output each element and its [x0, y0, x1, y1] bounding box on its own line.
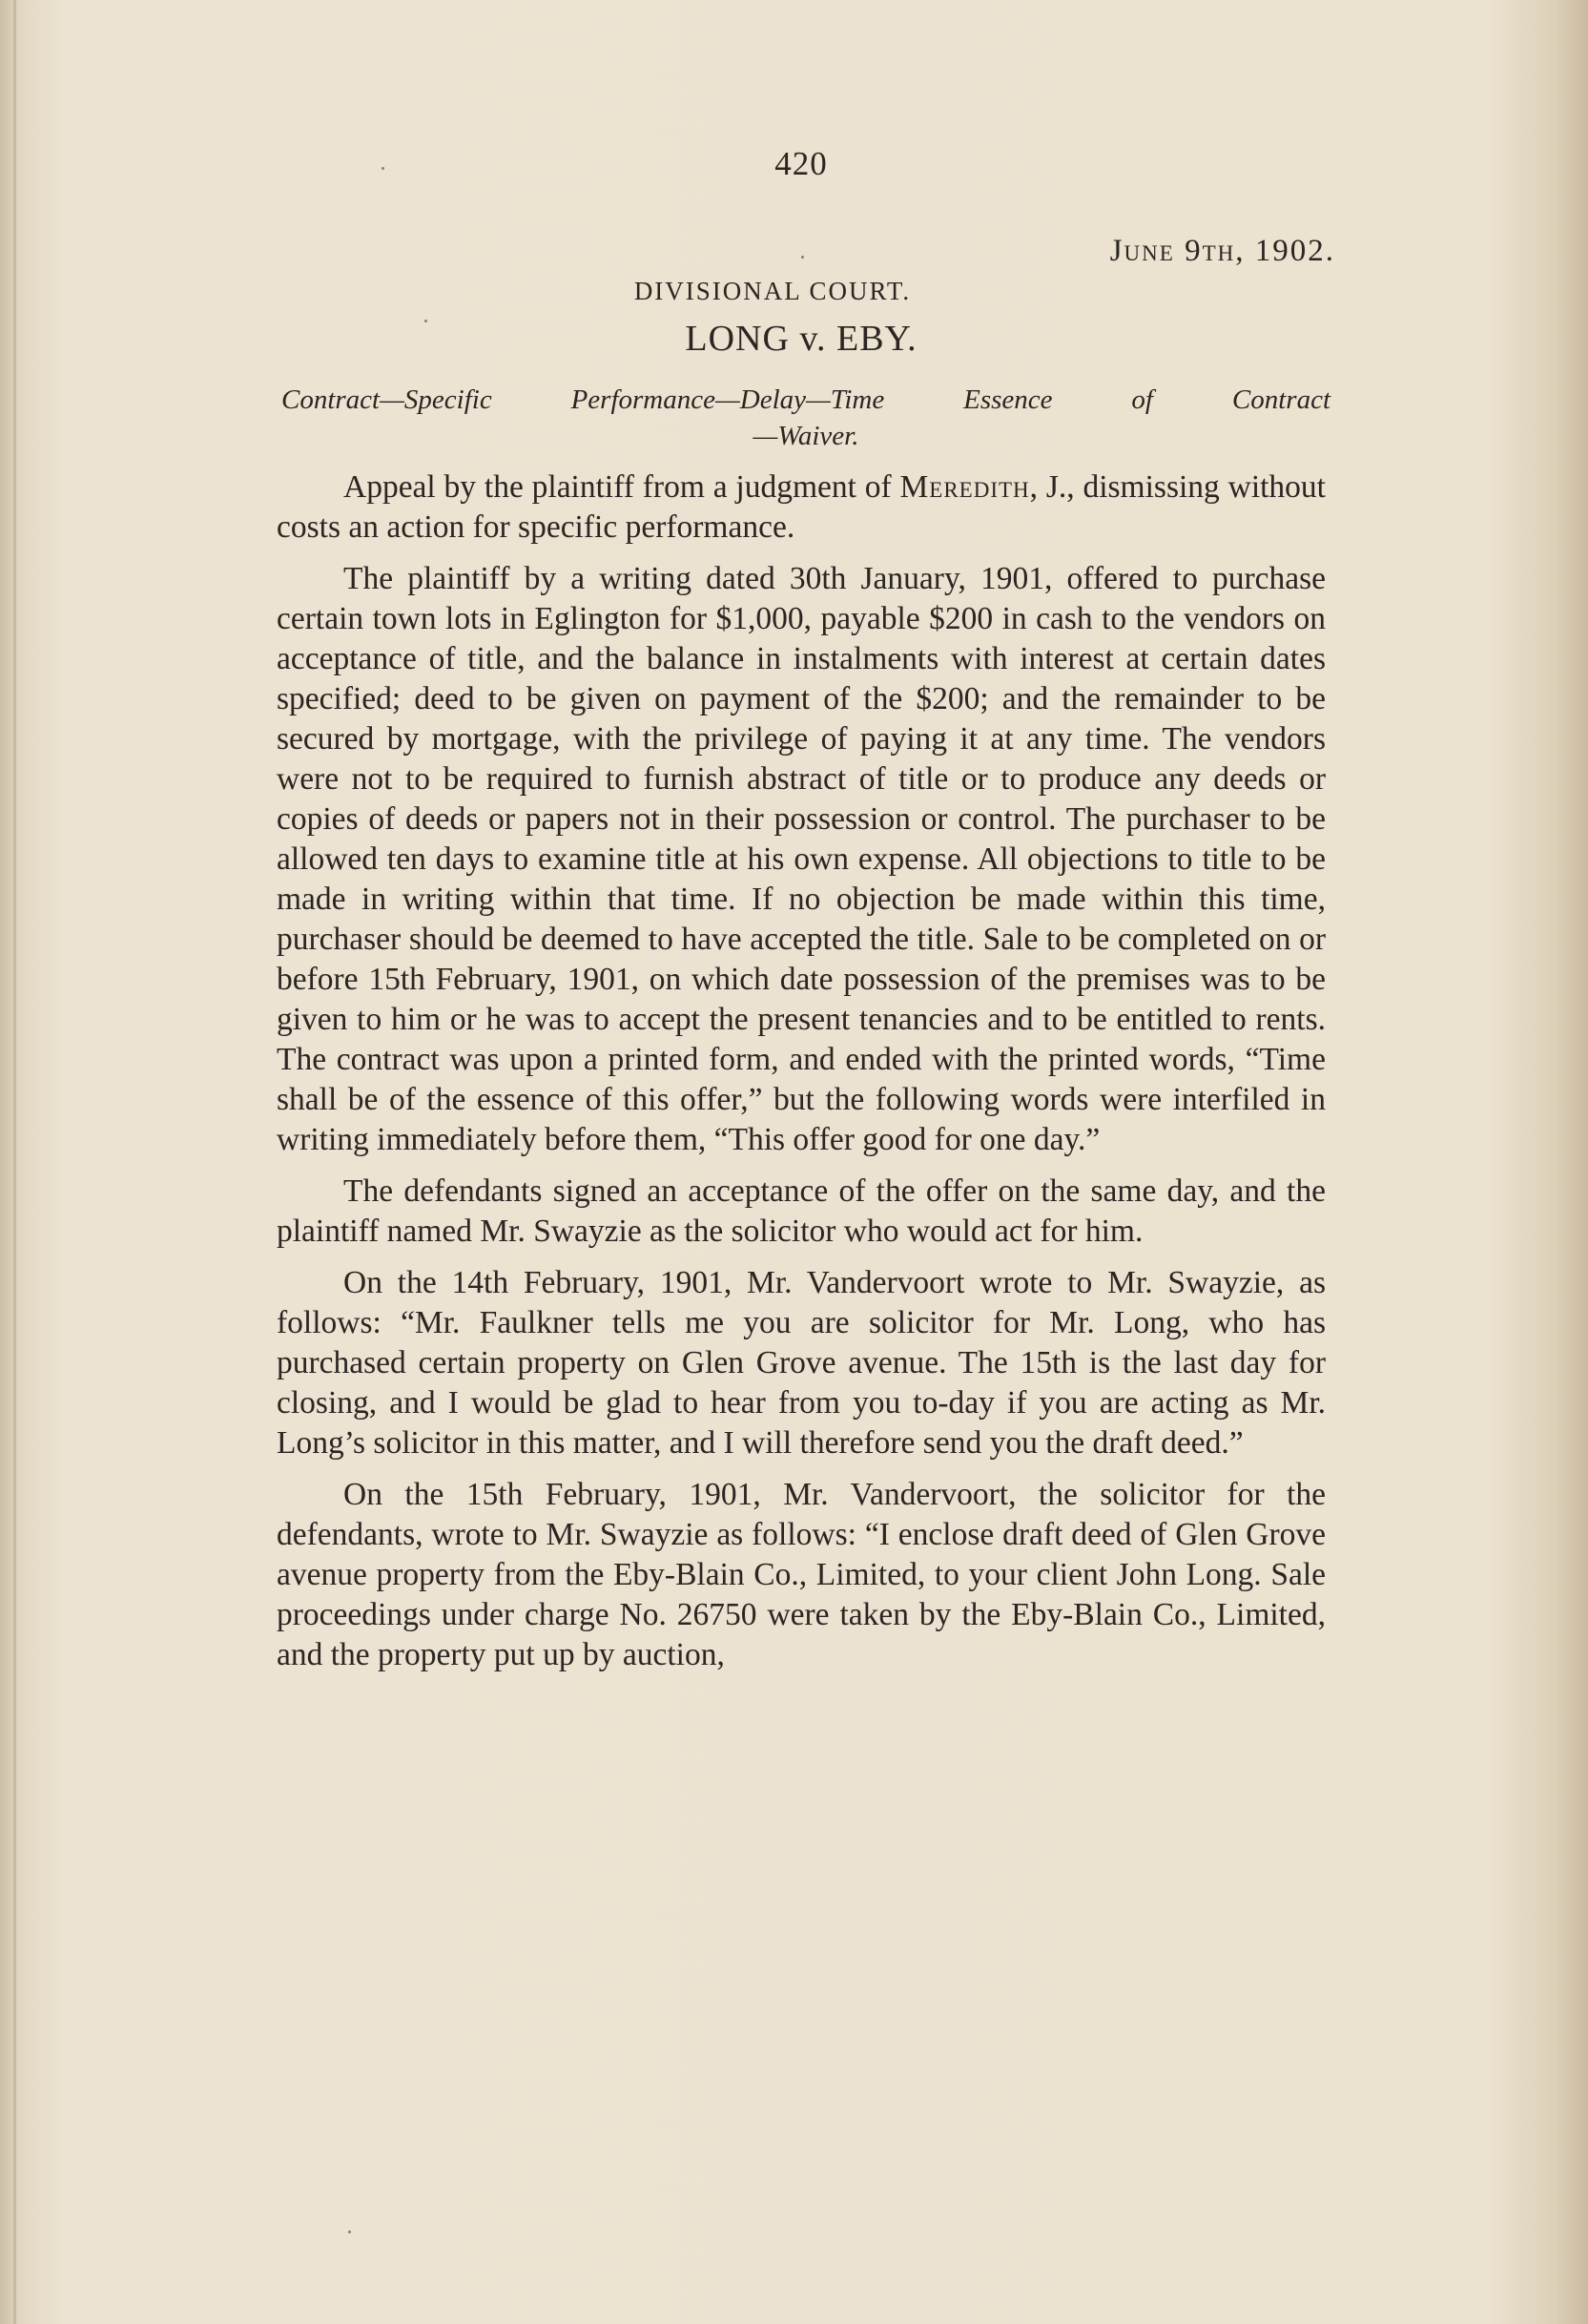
- paragraph-acceptance: The defendants signed an acceptance of the offer on the same day, and the plaintiff named Mr. Swayzie as the solicitor who would act for him.: [277, 1173, 1326, 1249]
- body-text: [277, 467, 1326, 1687]
- headnote: [281, 382, 1330, 454]
- paragraph-appeal-intro: Appeal by the plaintiff from a judgment of: [343, 469, 900, 505]
- court-name: DIVISIONAL COURT.: [633, 277, 912, 305]
- paper-speck: [382, 167, 384, 170]
- paper-speck: [801, 256, 804, 259]
- page-number: 420: [774, 145, 828, 182]
- binding-gutter: [13, 0, 16, 2324]
- decision-date: June 9th, 1902.: [1109, 234, 1335, 268]
- paper-speck: [348, 2231, 351, 2233]
- headnote-line-2: —Waiver.: [753, 421, 859, 451]
- judge-name: Meredith: [899, 469, 1030, 505]
- paragraph-letter-14th: On the 14th February, 1901, Mr. Vandervoort wrote to Mr. Swayzie, as follows: “Mr. Faulkner tells me you are solicitor for Mr. Long, who has purchased certain property on Glen Grove avenue. The 15th is the last day for closing, and I would be glad to hear from you to-day if you are acting as Mr. Long’s solicitor in this matter, and I will therefore send you the draft deed.”: [277, 1265, 1326, 1461]
- paragraph-offer: The plaintiff by a writing dated 30th January, 1901, offered to purchase certain town lots in Eglington for $1,000, payable $200 in cash to the vendors on acceptance of title, and the balance in instalments with interest at certain dates specified; deed to be given on payment of the $200; and the remainder to be secured by mortgage, with the privilege of paying it at any time. The vendors were not to be required to furnish abstract of title or to produce any deeds or copies of deeds or papers not in their possession or control. The purchaser to be allowed ten days to examine title at his own expense. All objections to title to be made in writing within that time. If no objection be made within this time, purchaser should be deemed to have accepted the title. Sale to be completed on or before 15th February, 1901, on which date possession of the premises was to be given to him or he was to accept the present tenancies and to be entitled to rents. The contract was upon a printed form, and ended with the printed words, “Time shall be of the essence of this offer,” but the following words were interfiled in writing immediately before them, “This offer good for one day.”: [277, 561, 1326, 1157]
- paragraph-appeal-rest: , J., dismissing without costs an action for specific performance.: [277, 469, 1326, 545]
- paragraph-letter-15th: On the 15th February, 1901, Mr. Vandervoort, the solicitor for the defendants, wrote to Mr. Swayzie as follows: “I enclose draft deed of Glen Grove avenue property from the Eby-Blain Co., Limited, to your client John Long. Sale proceedings under charge No. 26750 were taken by the Eby-Blain Co., Limited, and the property put up by auction,: [277, 1477, 1326, 1672]
- paper-speck: [424, 320, 427, 322]
- headnote-line-1: Contract—Specific Performance—Delay—Time Essence of Contract: [281, 384, 1330, 415]
- case-title: LONG v. EBY.: [685, 319, 918, 359]
- paragraph-appeal: [277, 467, 1326, 548]
